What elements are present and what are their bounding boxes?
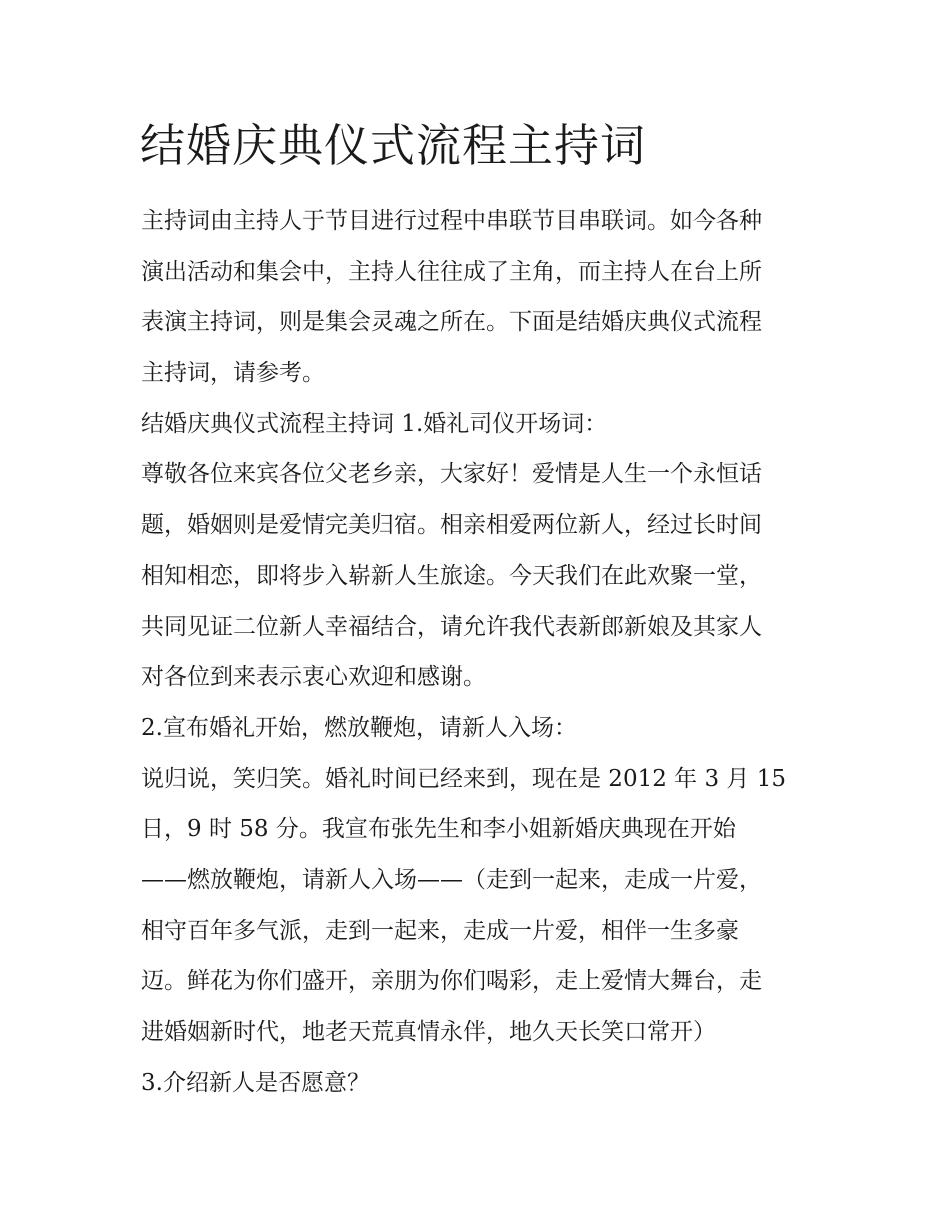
text-line: 主持词由主持人于节目进行过程中串联节目串联词。如今各种 <box>141 208 762 234</box>
text-line: ——燃放鞭炮，请新人入场——（走到一起来，走成一片爱， <box>141 866 762 893</box>
text-line: 相守百年多气派，走到一起来，走成一片爱，相伴一生多豪 <box>141 917 739 944</box>
document-body <box>141 196 821 1108</box>
section-heading: 2.宣布婚礼开始，燃放鞭炮，请新人入场： <box>141 714 577 741</box>
text-line: 进婚姻新时代，地老天荒真情永伴，地久天长笑口常开） <box>141 1019 716 1045</box>
document-title: 结婚庆典仪式流程主持词 <box>140 119 647 172</box>
section-heading: 结婚庆典仪式流程主持词 1.婚礼司仪开场词： <box>141 410 608 437</box>
text-line: 共同见证二位新人幸福结合，请允许我代表新郎新娘及其家人 <box>141 613 762 640</box>
text-line: 迈。鲜花为你们盛开，亲朋为你们喝彩，走上爱情大舞台，走 <box>141 968 762 995</box>
text-line: 相知相恋，即将步入崭新人生旅途。今天我们在此欢聚一堂， <box>141 562 762 589</box>
text-line: 尊敬各位来宾各位父老乡亲，大家好！爱情是人生一个永恒话 <box>141 461 762 488</box>
text-line: 说归说，笑归笑。婚礼时间已经来到，现在是 2012 年 3 月 15 <box>141 765 786 792</box>
text-line: 日，9 时 58 分。我宣布张先生和李小姐新婚庆典现在开始 <box>141 816 736 843</box>
text-line: 演出活动和集会中，主持人往往成了主角，而主持人在台上所 <box>141 258 762 285</box>
section-heading: 3.介绍新人是否愿意？ <box>141 1069 370 1096</box>
text-line: 主持词，请参考。 <box>141 360 325 387</box>
text-line: 题，婚姻则是爱情完美归宿。相亲相爱两位新人，经过长时间 <box>141 512 762 539</box>
text-line: 表演主持词，则是集会灵魂之所在。下面是结婚庆典仪式流程 <box>141 309 762 336</box>
text-line: 对各位到来表示衷心欢迎和感谢。 <box>141 664 486 691</box>
